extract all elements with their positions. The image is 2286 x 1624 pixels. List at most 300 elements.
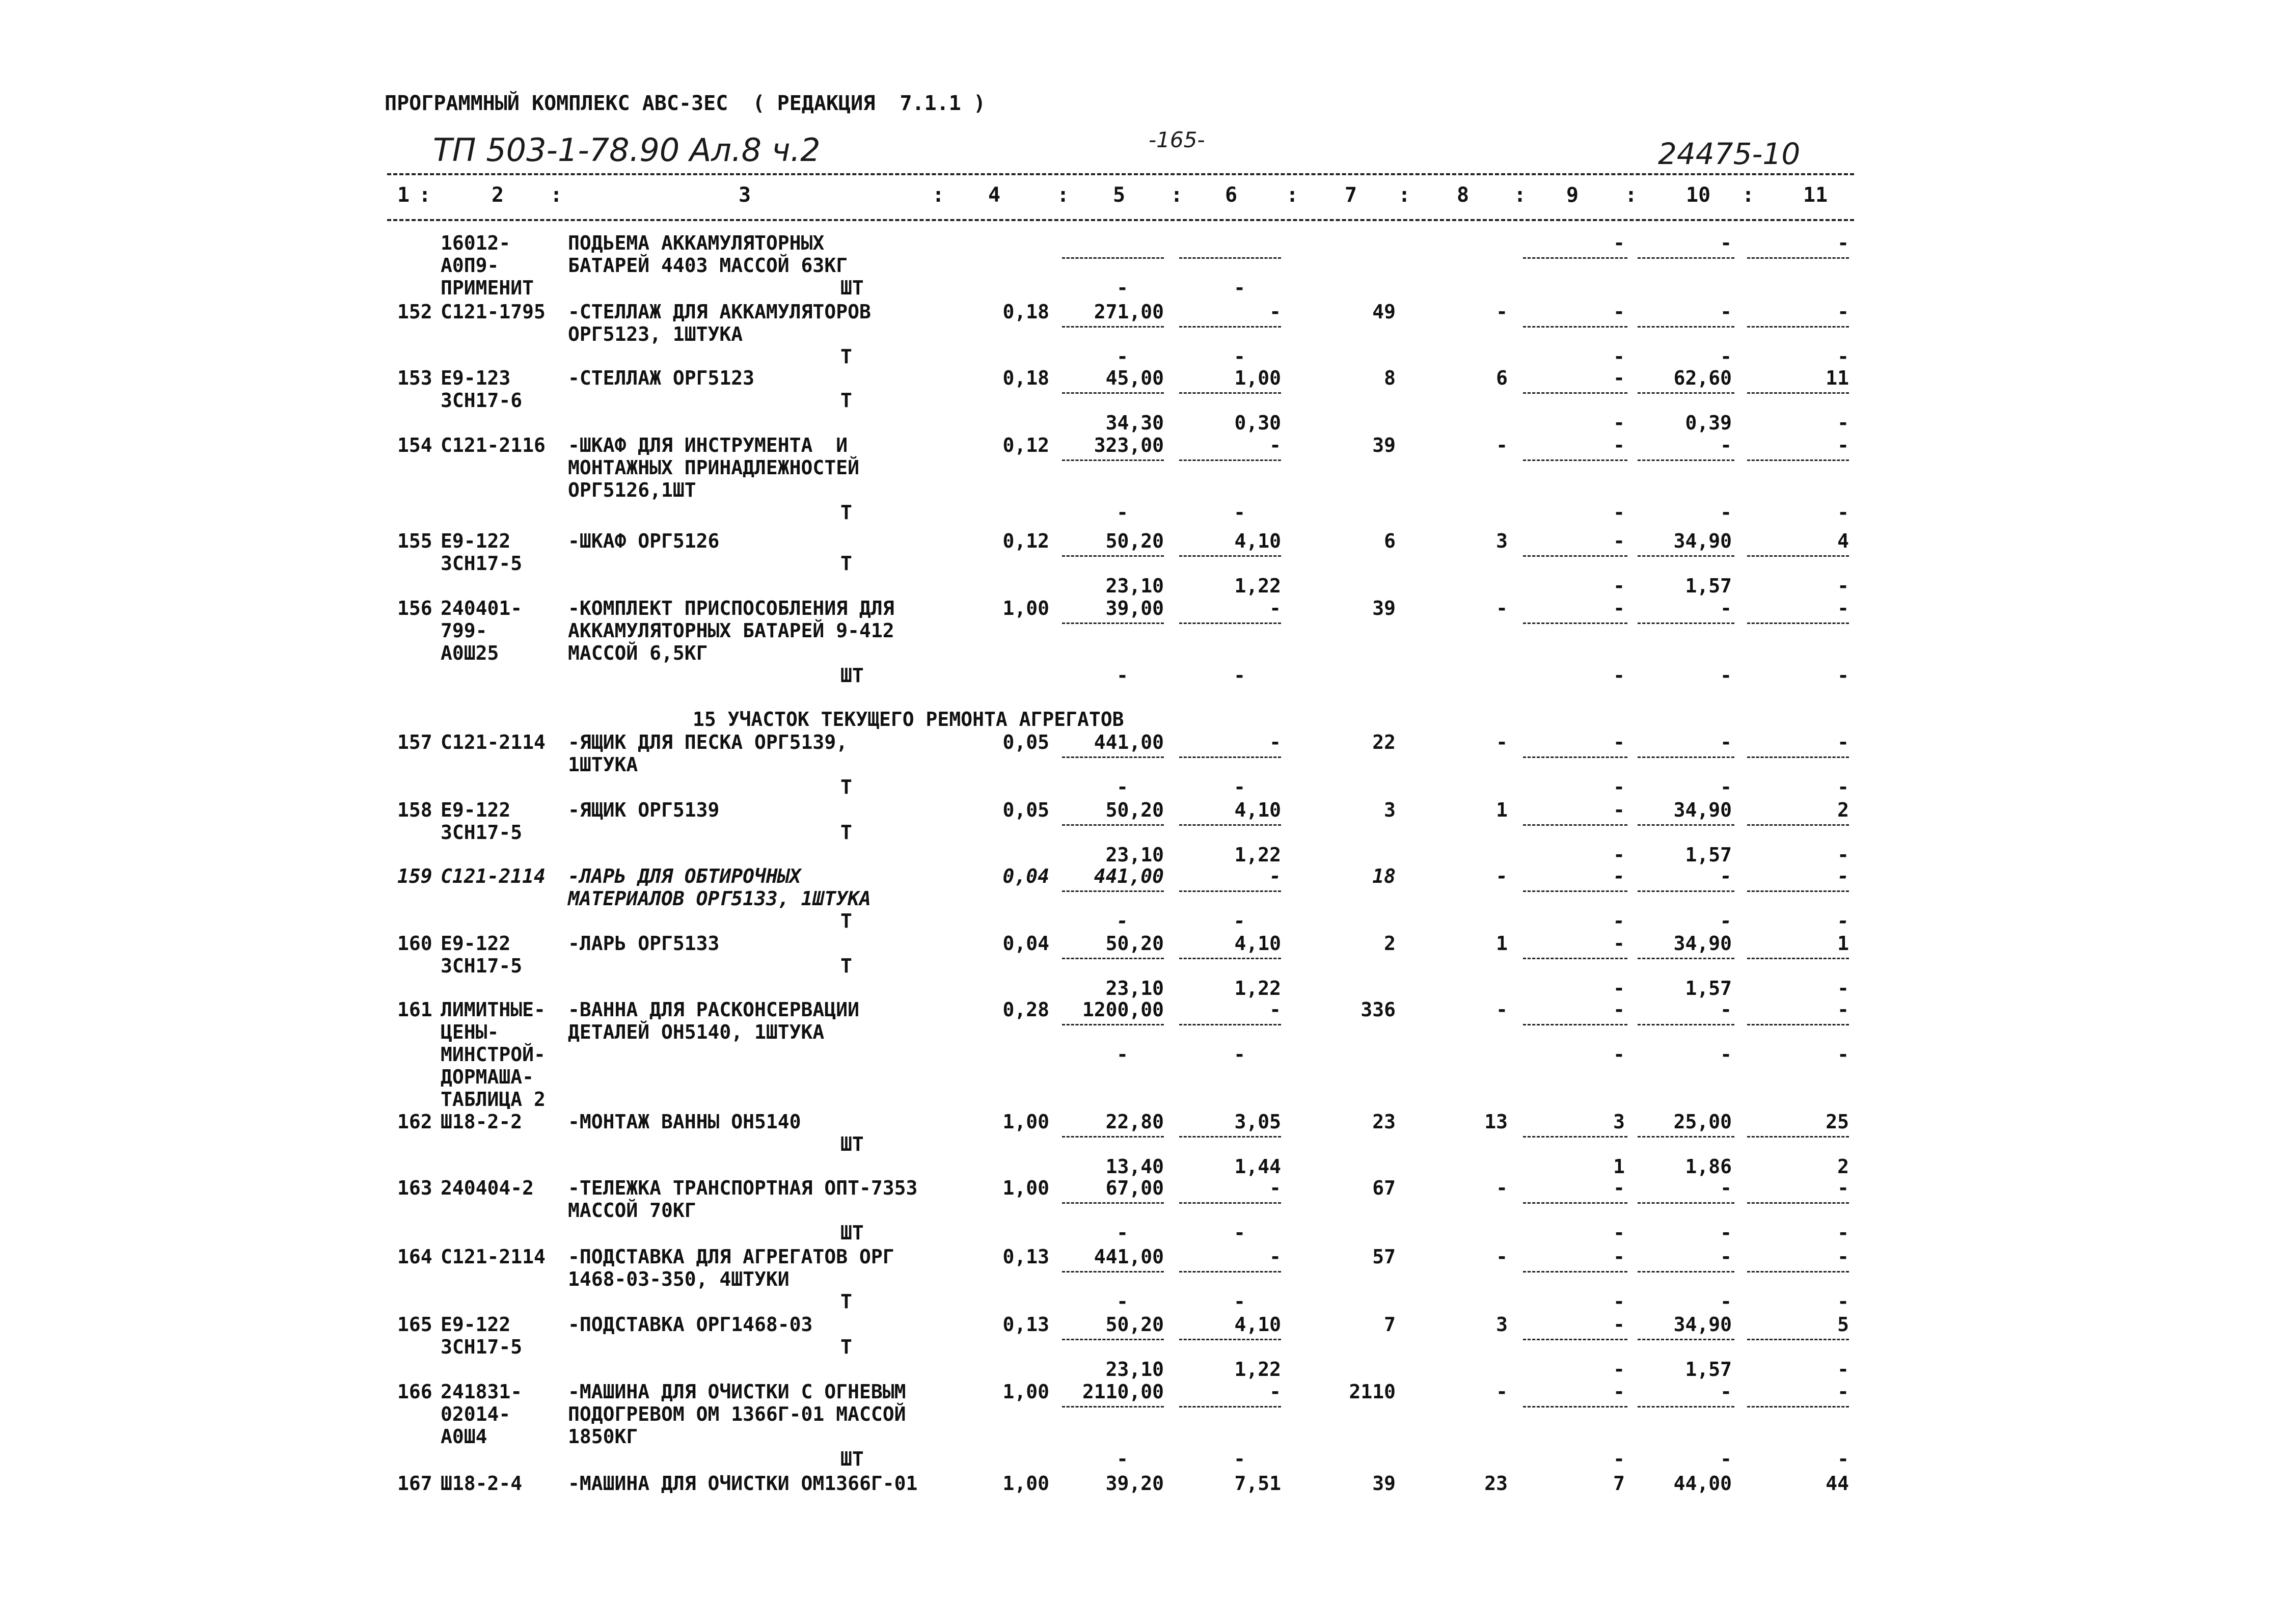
labor-secondary-value: - (1613, 776, 1625, 798)
column-header-2: 2 (492, 183, 504, 207)
unit-of-measure: Т (840, 345, 852, 368)
unit-of-measure: Т (840, 1290, 852, 1313)
subtotal-rule (1523, 824, 1627, 826)
equipment-cost-value: - (1269, 731, 1281, 753)
equipment-wage-value: - (1234, 1222, 1245, 1244)
equipment-wage-value: 1,22 (1234, 844, 1281, 866)
subtotal-rule (1523, 890, 1627, 892)
subtotal-rule (1638, 1024, 1734, 1025)
item-description: -КОМПЛЕКТ ПРИСПОСОБЛЕНИЯ ДЛЯ (568, 597, 894, 619)
row-number: 154 (397, 434, 432, 456)
quantity-value: 1,00 (1002, 1111, 1049, 1133)
quantity-value: 1,00 (1002, 1177, 1049, 1199)
item-description: -ВАННА ДЛЯ РАСКОНСЕРВАЦИИ (568, 998, 859, 1021)
equipment-cost-value: - (1269, 1177, 1281, 1199)
item-description: -ПОДСТАВКА ОРГ1468-03 (568, 1313, 813, 1336)
labor-total-secondary-value: 1,57 (1685, 1358, 1732, 1381)
unit-cost-value: 50,20 (1105, 799, 1164, 821)
page-number: -165- (1149, 127, 1205, 152)
labor-total-secondary-value: 1,86 (1685, 1155, 1732, 1178)
row-number: 152 (397, 301, 432, 323)
labor-value: - (1613, 232, 1625, 254)
resource-code: Е9-122 (441, 799, 511, 821)
subtotal-rule (1179, 1339, 1281, 1340)
subtotal-rule (1747, 392, 1849, 394)
unit-of-measure: Т (840, 501, 852, 524)
resource-code: 3СН17-5 (441, 1336, 523, 1358)
header-rule (387, 219, 1854, 221)
labor-value: - (1613, 1177, 1625, 1199)
subtotal-rule (1747, 1271, 1849, 1273)
subtotal-rule (1062, 1406, 1164, 1408)
equipment-wage-value: 1,22 (1234, 977, 1281, 999)
equipment-cost-value: - (1269, 301, 1281, 323)
equipment-wage-value: 1,22 (1234, 1358, 1281, 1381)
subtotal-rule (1179, 392, 1281, 394)
quantity-value: 1,00 (1002, 1381, 1049, 1403)
item-description: -СТЕЛЛАЖ ОРГ5123 (568, 367, 755, 389)
labor-total-value: 25,00 (1673, 1111, 1732, 1133)
resource-code: 3СН17-5 (441, 821, 523, 844)
resource-code: 16012- (441, 232, 511, 254)
labor-secondary-value: - (1613, 345, 1625, 368)
unit-of-measure: ШТ (840, 1222, 864, 1244)
resource-code: С121-1795 (441, 301, 546, 323)
equipment-wage-value: 0,30 (1234, 412, 1281, 434)
item-description: ОРГ5123, 1ШТУКА (568, 323, 743, 345)
column-header-11: 11 (1803, 183, 1828, 207)
item-description: -ШКАФ ОРГ5126 (568, 530, 720, 552)
subtotal-rule (1638, 824, 1734, 826)
labor-secondary-value: - (1613, 501, 1625, 524)
equipment-wage-value: - (1234, 501, 1245, 524)
quantity-value: 1,00 (1002, 1472, 1049, 1495)
subtotal-rule (1179, 1024, 1281, 1025)
subtotal-rule (1747, 1136, 1849, 1138)
resource-code: 3СН17-5 (441, 955, 523, 977)
item-description: -МОНТАЖ ВАННЫ ОН5140 (568, 1111, 801, 1133)
labor-total-secondary-value: - (1720, 1290, 1732, 1313)
resource-code: 3СН17-5 (441, 552, 523, 575)
item-description: -ЯЩИК ОРГ5139 (568, 799, 720, 821)
program-header: ПРОГРАММНЫЙ КОМПЛЕКС АВС-3ЕС ( РЕДАКЦИЯ 7.1.1 ) (385, 92, 986, 115)
column-header-4: 4 (988, 183, 1001, 207)
labor-total-value: 34,90 (1673, 932, 1732, 955)
equipment-cost-value: 7,51 (1234, 1472, 1281, 1495)
labor-total-value: 62,60 (1673, 367, 1732, 389)
labor-sum-value: 4 (1837, 530, 1849, 552)
column-header-6: 6 (1225, 183, 1238, 207)
column-header-10: 10 (1686, 183, 1711, 207)
labor-value: - (1613, 799, 1625, 821)
labor-value: - (1613, 932, 1625, 955)
labor-sum-value: - (1837, 731, 1849, 753)
total-cost-value: 67 (1372, 1177, 1396, 1199)
unit-cost-value: 45,00 (1105, 367, 1164, 389)
total-secondary-value: 3 (1496, 530, 1508, 552)
subtotal-rule (1179, 326, 1281, 328)
total-cost-value: 39 (1372, 434, 1396, 456)
labor-sum-value: - (1837, 998, 1849, 1021)
unit-cost-value: 441,00 (1094, 1246, 1164, 1268)
subtotal-rule (1062, 824, 1164, 826)
labor-sum-value: - (1837, 1246, 1849, 1268)
item-description: МАССОЙ 6,5КГ (568, 642, 708, 664)
column-separator: : (932, 183, 945, 207)
labor-sum-secondary-value: - (1837, 776, 1849, 798)
column-separator: : (1625, 183, 1638, 207)
column-separator: : (1514, 183, 1527, 207)
column-header-9: 9 (1566, 183, 1579, 207)
labor-value: 3 (1613, 1111, 1625, 1133)
unit-wage-value: - (1117, 277, 1128, 299)
quantity-value: 0,05 (1002, 799, 1049, 821)
labor-total-value: - (1720, 1381, 1732, 1403)
labor-value: 7 (1613, 1472, 1625, 1495)
labor-sum-value: - (1837, 1381, 1849, 1403)
labor-secondary-value: - (1613, 1043, 1625, 1066)
labor-total-value: - (1720, 865, 1732, 887)
unit-cost-value: 323,00 (1094, 434, 1164, 456)
subtotal-rule (1062, 890, 1164, 892)
row-number: 165 (397, 1313, 432, 1336)
quantity-value: 1,00 (1002, 597, 1049, 619)
equipment-wage-value: - (1234, 776, 1245, 798)
total-cost-value: 39 (1372, 1472, 1396, 1495)
equipment-cost-value: 4,10 (1234, 799, 1281, 821)
labor-total-value: - (1720, 1177, 1732, 1199)
subtotal-rule (1062, 1136, 1164, 1138)
item-description: ПОДЬЕМА АККАМУЛЯТОРНЫХ (568, 232, 825, 254)
equipment-cost-value: 4,10 (1234, 932, 1281, 955)
subtotal-rule (1062, 555, 1164, 557)
labor-secondary-value: - (1613, 910, 1625, 932)
subtotal-rule (1523, 958, 1627, 959)
subtotal-rule (1179, 890, 1281, 892)
labor-sum-secondary-value: - (1837, 575, 1849, 597)
total-cost-value: 3 (1384, 799, 1396, 821)
equipment-wage-value: 1,22 (1234, 575, 1281, 597)
labor-value: - (1613, 434, 1625, 456)
resource-code: 240404-2 (441, 1177, 534, 1199)
labor-value: - (1613, 530, 1625, 552)
column-separator: : (1398, 183, 1411, 207)
subtotal-rule (1179, 1271, 1281, 1273)
labor-secondary-value: - (1613, 844, 1625, 866)
subtotal-rule (1062, 1024, 1164, 1025)
resource-code: ДОРМАША- (441, 1066, 534, 1088)
row-number: 159 (397, 865, 432, 887)
total-cost-value: 336 (1360, 998, 1396, 1021)
row-number: 164 (397, 1246, 432, 1268)
resource-code: С121-2114 (441, 865, 546, 887)
equipment-cost-value: - (1269, 1246, 1281, 1268)
labor-sum-secondary-value: - (1837, 412, 1849, 434)
unit-cost-value: 2110,00 (1082, 1381, 1164, 1403)
labor-total-value: - (1720, 434, 1732, 456)
subtotal-rule (1062, 392, 1164, 394)
unit-wage-value: - (1117, 1043, 1128, 1066)
unit-wage-value: - (1117, 1290, 1128, 1313)
labor-total-secondary-value: - (1720, 1448, 1732, 1470)
total-secondary-value: - (1496, 865, 1508, 887)
total-cost-value: 2 (1384, 932, 1396, 955)
equipment-cost-value: - (1269, 1381, 1281, 1403)
unit-cost-value: 441,00 (1094, 731, 1164, 753)
equipment-cost-value: 1,00 (1234, 367, 1281, 389)
labor-total-secondary-value: - (1720, 1222, 1732, 1244)
unit-of-measure: Т (840, 776, 852, 798)
total-secondary-value: 1 (1496, 932, 1508, 955)
resource-code: Е9-122 (441, 1313, 511, 1336)
item-description: 1468-03-350, 4ШТУКИ (568, 1268, 790, 1290)
column-separator: : (1286, 183, 1299, 207)
subtotal-rule (1062, 257, 1164, 259)
subtotal-rule (1638, 1271, 1734, 1273)
labor-total-secondary-value: 1,57 (1685, 575, 1732, 597)
labor-sum-value: 1 (1837, 932, 1849, 955)
item-description: ДЕТАЛЕЙ ОН5140, 1ШТУКА (568, 1021, 825, 1043)
labor-sum-secondary-value: - (1837, 910, 1849, 932)
resource-code: Е9-122 (441, 530, 511, 552)
subtotal-rule (1062, 622, 1164, 624)
total-secondary-value: 1 (1496, 799, 1508, 821)
unit-wage-value: 23,10 (1105, 977, 1164, 999)
labor-secondary-value: - (1613, 664, 1625, 687)
equipment-cost-value: - (1269, 597, 1281, 619)
row-number: 157 (397, 731, 432, 753)
subtotal-rule (1062, 1339, 1164, 1340)
subtotal-rule (1747, 1024, 1849, 1025)
labor-total-secondary-value: 0,39 (1685, 412, 1732, 434)
labor-sum-value: 11 (1826, 367, 1849, 389)
labor-sum-secondary-value: - (1837, 664, 1849, 687)
equipment-cost-value: 3,05 (1234, 1111, 1281, 1133)
total-cost-value: 57 (1372, 1246, 1396, 1268)
document-number: 24475-10 (1658, 137, 1801, 171)
quantity-value: 0,12 (1002, 530, 1049, 552)
subtotal-rule (1179, 958, 1281, 959)
labor-sum-value: - (1837, 301, 1849, 323)
subtotal-rule (1179, 622, 1281, 624)
subtotal-rule (1523, 1136, 1627, 1138)
labor-sum-value: - (1837, 1177, 1849, 1199)
resource-code: ТАБЛИЦА 2 (441, 1088, 546, 1111)
unit-cost-value: 50,20 (1105, 932, 1164, 955)
labor-value: - (1613, 597, 1625, 619)
unit-cost-value: 67,00 (1105, 1177, 1164, 1199)
subtotal-rule (1523, 1024, 1627, 1025)
subtotal-rule (1747, 326, 1849, 328)
row-number: 160 (397, 932, 432, 955)
labor-secondary-value: - (1613, 412, 1625, 434)
total-cost-value: 7 (1384, 1313, 1396, 1336)
labor-sum-secondary-value: - (1837, 1222, 1849, 1244)
item-description: МАССОЙ 70КГ (568, 1199, 696, 1222)
total-cost-value: 18 (1372, 865, 1396, 887)
subtotal-rule (1179, 555, 1281, 557)
subtotal-rule (1747, 756, 1849, 758)
unit-wage-value: 34,30 (1105, 412, 1164, 434)
resource-code: ПРИМЕНИТ (441, 277, 534, 299)
labor-value: - (1613, 1381, 1625, 1403)
quantity-value: 0,18 (1002, 367, 1049, 389)
labor-sum-secondary-value: 2 (1837, 1155, 1849, 1178)
unit-wage-value: - (1117, 664, 1128, 687)
resource-code: С121-2114 (441, 1246, 546, 1268)
subtotal-rule (1747, 257, 1849, 259)
item-description: -ЯЩИК ДЛЯ ПЕСКА ОРГ5139, (568, 731, 848, 753)
labor-secondary-value: 1 (1613, 1155, 1625, 1178)
unit-cost-value: 1200,00 (1082, 998, 1164, 1021)
labor-total-value: 44,00 (1673, 1472, 1732, 1495)
subtotal-rule (1523, 257, 1627, 259)
subtotal-rule (1638, 756, 1734, 758)
labor-value: - (1613, 301, 1625, 323)
unit-of-measure: ШТ (840, 277, 864, 299)
subtotal-rule (1062, 1202, 1164, 1204)
equipment-wage-value: - (1234, 345, 1245, 368)
labor-sum-value: - (1837, 232, 1849, 254)
subtotal-rule (1179, 1406, 1281, 1408)
total-cost-value: 39 (1372, 597, 1396, 619)
labor-sum-secondary-value: - (1837, 977, 1849, 999)
unit-cost-value: 22,80 (1105, 1111, 1164, 1133)
column-header-8: 8 (1457, 183, 1469, 207)
unit-wage-value: 23,10 (1105, 575, 1164, 597)
labor-total-value: 34,90 (1673, 530, 1732, 552)
item-description: -ЛАРЬ ОРГ5133 (568, 932, 720, 955)
labor-total-secondary-value: - (1720, 501, 1732, 524)
unit-wage-value: 23,10 (1105, 844, 1164, 866)
equipment-cost-value: 4,10 (1234, 1313, 1281, 1336)
row-number: 158 (397, 799, 432, 821)
item-description: МОНТАЖНЫХ ПРИНАДЛЕЖНОСТЕЙ (568, 456, 859, 479)
resource-code: А0Ш4 (441, 1425, 487, 1448)
resource-code: Е9-122 (441, 932, 511, 955)
row-number: 162 (397, 1111, 432, 1133)
total-cost-value: 49 (1372, 301, 1396, 323)
unit-of-measure: ШТ (840, 1448, 864, 1470)
unit-of-measure: Т (840, 552, 852, 575)
total-cost-value: 2110 (1349, 1381, 1396, 1403)
subtotal-rule (1062, 958, 1164, 959)
equipment-wage-value: - (1234, 910, 1245, 932)
resource-code: ЦЕНЫ- (441, 1021, 499, 1043)
subtotal-rule (1179, 824, 1281, 826)
total-secondary-value: - (1496, 1177, 1508, 1199)
subtotal-rule (1638, 1136, 1734, 1138)
unit-of-measure: ШТ (840, 664, 864, 687)
subtotal-rule (1523, 459, 1627, 461)
row-number: 167 (397, 1472, 432, 1495)
subtotal-rule (1523, 1406, 1627, 1408)
equipment-cost-value: - (1269, 865, 1281, 887)
labor-secondary-value: - (1613, 1290, 1625, 1313)
equipment-cost-value: - (1269, 434, 1281, 456)
unit-of-measure: Т (840, 1336, 852, 1358)
total-secondary-value: 23 (1484, 1472, 1508, 1495)
labor-value: - (1613, 731, 1625, 753)
item-description: АККАМУЛЯТОРНЫХ БАТАРЕЙ 9-412 (568, 619, 894, 642)
labor-secondary-value: - (1613, 575, 1625, 597)
labor-total-value: - (1720, 597, 1732, 619)
subtotal-rule (1747, 958, 1849, 959)
labor-sum-secondary-value: - (1837, 844, 1849, 866)
subtotal-rule (1179, 459, 1281, 461)
unit-cost-value: 50,20 (1105, 530, 1164, 552)
labor-total-value: 34,90 (1673, 1313, 1732, 1336)
row-number: 153 (397, 367, 432, 389)
resource-code: Ш18-2-2 (441, 1111, 523, 1133)
equipment-cost-value: - (1269, 998, 1281, 1021)
resource-code: 799- (441, 619, 487, 642)
total-secondary-value: - (1496, 1246, 1508, 1268)
equipment-wage-value: - (1234, 1043, 1245, 1066)
equipment-wage-value: - (1234, 277, 1245, 299)
subtotal-rule (1747, 555, 1849, 557)
unit-wage-value: - (1117, 1448, 1128, 1470)
row-number: 166 (397, 1381, 432, 1403)
unit-cost-value: 39,00 (1105, 597, 1164, 619)
subtotal-rule (1747, 1202, 1849, 1204)
item-description: 1850КГ (568, 1425, 638, 1448)
unit-cost-value: 39,20 (1105, 1472, 1164, 1495)
unit-wage-value: - (1117, 345, 1128, 368)
row-number: 161 (397, 998, 432, 1021)
column-header-7: 7 (1345, 183, 1357, 207)
resource-code: 3СН17-6 (441, 389, 523, 412)
unit-cost-value: 271,00 (1094, 301, 1164, 323)
labor-total-secondary-value: - (1720, 910, 1732, 932)
total-secondary-value: - (1496, 1381, 1508, 1403)
labor-total-secondary-value: 1,57 (1685, 844, 1732, 866)
item-description: 1ШТУКА (568, 753, 638, 776)
item-description: МАТЕРИАЛОВ ОРГ5133, 1ШТУКА (568, 887, 871, 910)
unit-wage-value: 13,40 (1105, 1155, 1164, 1178)
item-description: -ШКАФ ДЛЯ ИНСТРУМЕНТА И (568, 434, 848, 456)
labor-total-secondary-value: - (1720, 1043, 1732, 1066)
quantity-value: 0,28 (1002, 998, 1049, 1021)
subtotal-rule (1747, 459, 1849, 461)
subtotal-rule (1638, 622, 1734, 624)
equipment-cost-value: 4,10 (1234, 530, 1281, 552)
resource-code: 240401- (441, 597, 523, 619)
subtotal-rule (1179, 1136, 1281, 1138)
resource-code: С121-2114 (441, 731, 546, 753)
resource-code: Е9-123 (441, 367, 511, 389)
subtotal-rule (1523, 555, 1627, 557)
labor-total-secondary-value: 1,57 (1685, 977, 1732, 999)
subtotal-rule (1062, 756, 1164, 758)
column-header-3: 3 (739, 183, 751, 207)
total-secondary-value: - (1496, 597, 1508, 619)
resource-code: С121-2116 (441, 434, 546, 456)
row-number: 163 (397, 1177, 432, 1199)
subtotal-rule (1523, 326, 1627, 328)
unit-wage-value: - (1117, 910, 1128, 932)
quantity-value: 0,12 (1002, 434, 1049, 456)
unit-of-measure: Т (840, 910, 852, 932)
labor-total-value: - (1720, 232, 1732, 254)
labor-sum-secondary-value: - (1837, 1043, 1849, 1066)
labor-total-value: - (1720, 998, 1732, 1021)
subtotal-rule (1179, 257, 1281, 259)
labor-sum-value: 44 (1826, 1472, 1849, 1495)
labor-total-secondary-value: - (1720, 345, 1732, 368)
subtotal-rule (1747, 1406, 1849, 1408)
labor-sum-value: 5 (1837, 1313, 1849, 1336)
